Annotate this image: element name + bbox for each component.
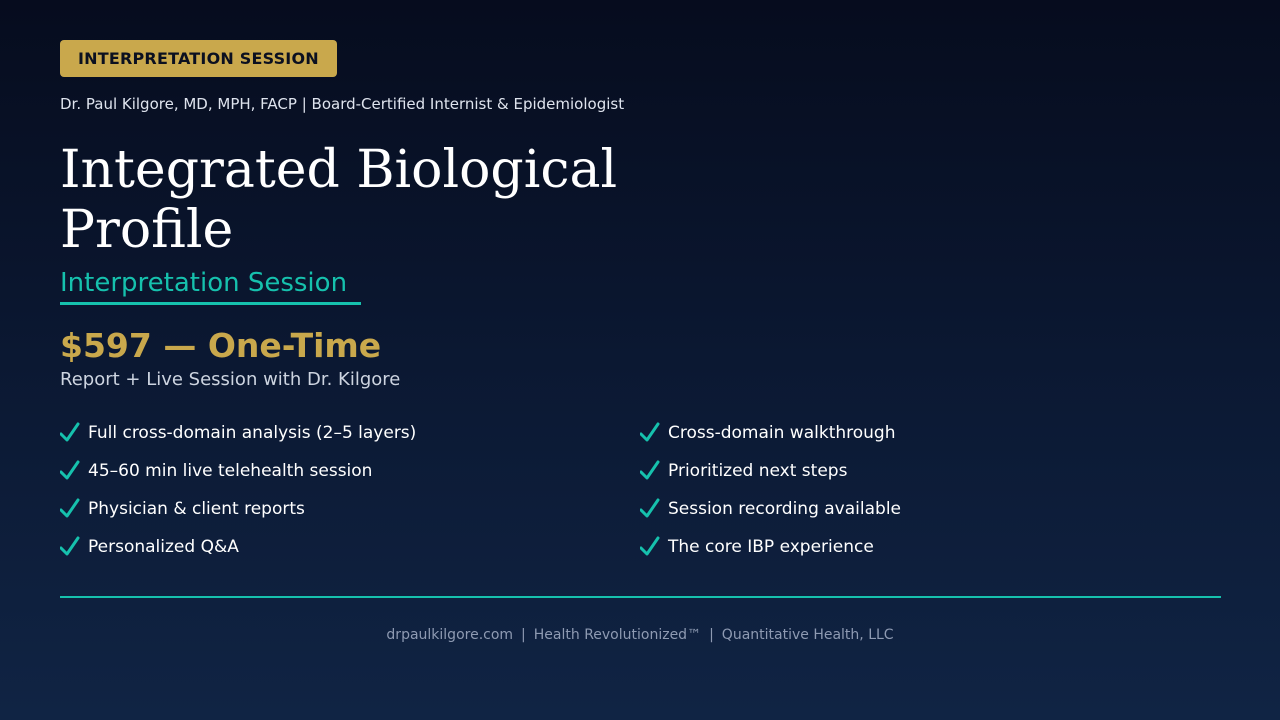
feature-item: [60, 528, 640, 566]
checkmark-icon: [60, 460, 80, 482]
checkmark-icon: [60, 536, 80, 558]
price-description: Report + Live Session with Dr. Kilgore: [60, 369, 401, 390]
footer-website-link[interactable]: drpaulkilgore.com: [386, 627, 514, 643]
footer: [0, 627, 1280, 643]
checkmark-icon: [640, 536, 660, 558]
feature-item: [640, 490, 1220, 528]
checkmark-icon: [640, 498, 660, 520]
checkmark-icon: [60, 498, 80, 520]
footer-separator: |: [709, 627, 714, 643]
feature-text: Cross-domain walkthrough: [668, 423, 896, 443]
feature-text: Personalized Q&A: [88, 537, 239, 557]
price-heading: $597 — One-Time: [60, 326, 382, 365]
feature-item: [640, 452, 1220, 490]
page-title: Integrated Biological Profile: [60, 140, 618, 260]
feature-item: [640, 414, 1220, 452]
feature-text: The core IBP experience: [668, 537, 874, 557]
footer-separator: |: [521, 627, 526, 643]
feature-text: 45–60 min live telehealth session: [88, 461, 373, 481]
feature-item: [60, 490, 640, 528]
physician-byline: Dr. Paul Kilgore, MD, MPH, FACP | Board-Certified Internist & Epidemiologist: [60, 95, 625, 113]
feature-item: [60, 452, 640, 490]
feature-text: Prioritized next steps: [668, 461, 848, 481]
checkmark-icon: [60, 422, 80, 444]
feature-text: Full cross-domain analysis (2–5 layers): [88, 423, 417, 443]
footer-tagline: Health Revolutionized™: [533, 627, 702, 643]
feature-item: [640, 528, 1220, 566]
feature-text: Physician & client reports: [88, 499, 305, 519]
feature-text: Session recording available: [668, 499, 901, 519]
checkmark-icon: [640, 422, 660, 444]
footer-company: Quantitative Health, LLC: [721, 627, 894, 643]
session-badge: INTERPRETATION SESSION: [60, 40, 337, 77]
checkmark-icon: [640, 460, 660, 482]
feature-list: [60, 414, 1220, 566]
page-subtitle: Interpretation Session: [60, 268, 348, 298]
feature-item: [60, 414, 640, 452]
subtitle-underline: [60, 266, 361, 305]
footer-divider: [60, 596, 1221, 598]
